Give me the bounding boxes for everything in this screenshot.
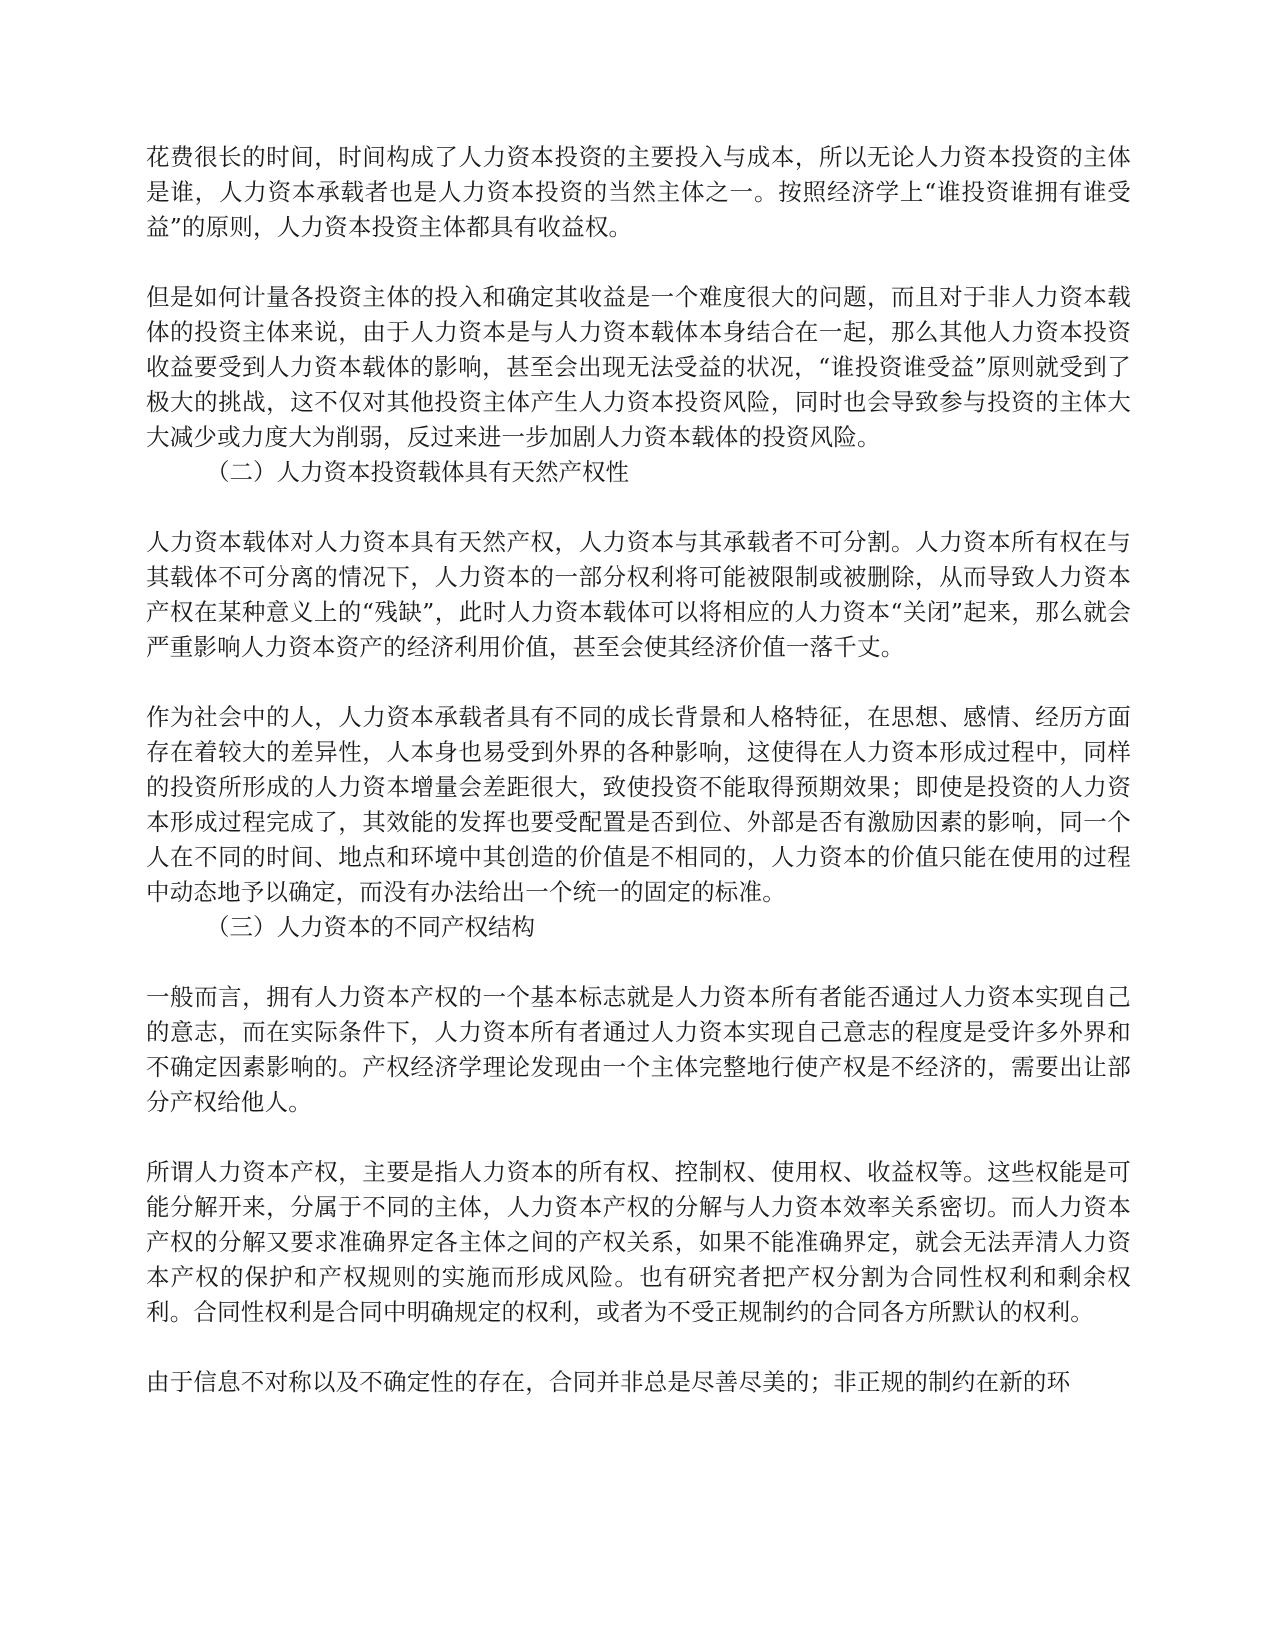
paragraph-gap [146,945,1131,980]
paragraph-gap [146,1120,1131,1155]
paragraph-gap [146,1330,1131,1365]
paragraph-4: 作为社会中的人，人力资本承载者具有不同的成长背景和人格特征，在思想、感情、经历方面存在着较大的差异性，人本身也易受到外界的各种影响，这使得在人力资本形成过程中，同样的投资所形成的人力资本增量会差距很大，致使投资不能取得预期效果；即使是投资的人力资本形成过程完成了，其效能的发挥也要受配置是否到位、外部是否有激励因素的影响，同一个人在不同的时间、地点和环境中其创造的价值是不相同的，人力资本的价值只能在使用的过程中动态地予以确定，而没有办法给出一个统一的固定的标准。 [146,703,1131,906]
paragraph-5: 一般而言，拥有人力资本产权的一个基本标志就是人力资本所有者能否通过人力资本实现自己的意志，而在实际条件下，人力资本所有者通过人力资本实现自己意志的程度是受许多外界和不确定因素影响的。产权经济学理论发现由一个主体完整地行使产权是不经济的，需要出让部分产权给他人。 [146,983,1131,1116]
paragraph-6: 所谓人力资本产权，主要是指人力资本的所有权、控制权、使用权、收益权等。这些权能是可能分解开来，分属于不同的主体，人力资本产权的分解与人力资本效率关系密切。而人力资本产权的分解又要求准确界定各主体之间的产权关系，如果不能准确界定，就会无法弄清人力资本产权的保护和产权规则的实施而形成风险。也有研究者把产权分割为合同性权利和剩余权利。合同性权利是合同中明确规定的权利，或者为不受正规制约的合同各方所默认的权利。 [146,1158,1131,1326]
paragraph-gap [146,665,1131,700]
paragraph-7: 由于信息不对称以及不确定性的存在，合同并非总是尽善尽美的；非正规的制约在新的环 [146,1368,1071,1396]
section-heading-3: （三）人力资本的不同产权结构 [206,913,535,941]
paragraph-3: 人力资本载体对人力资本具有天然产权，人力资本与其承载者不可分割。人力资本所有权在与其载体不可分离的情况下，人力资本的一部分权利将可能被限制或被删除，从而导致人力资本产权在某种意义上的“残缺”，此时人力资本载体可以将相应的人力资本“关闭”起来，那么就会严重影响人力资本资产的经济利用价值，甚至会使其经济价值一落千丈。 [146,528,1131,661]
paragraph-1: 花费很长的时间，时间构成了人力资本投资的主要投入与成本，所以无论人力资本投资的主体是谁，人力资本承载者也是人力资本投资的当然主体之一。按照经济学上“谁投资谁拥有谁受益”的原则，人力资本投资主体都具有收益权。 [146,143,1131,241]
paragraph-gap [146,245,1131,280]
section-heading-2: （二）人力资本投资载体具有天然产权性 [206,458,629,486]
paragraph-gap [146,490,1131,525]
document-page [146,140,1131,1400]
paragraph-2: 但是如何计量各投资主体的投入和确定其收益是一个难度很大的问题，而且对于非人力资本载体的投资主体来说，由于人力资本是与人力资本载体本身结合在一起，那么其他人力资本投资收益要受到人力资本载体的影响，甚至会出现无法受益的状况，“谁投资谁受益”原则就受到了极大的挑战，这不仅对其他投资主体产生人力资本投资风险，同时也会导致参与投资的主体大大减少或力度大为削弱，反过来进一步加剧人力资本载体的投资风险。 [146,283,1131,451]
